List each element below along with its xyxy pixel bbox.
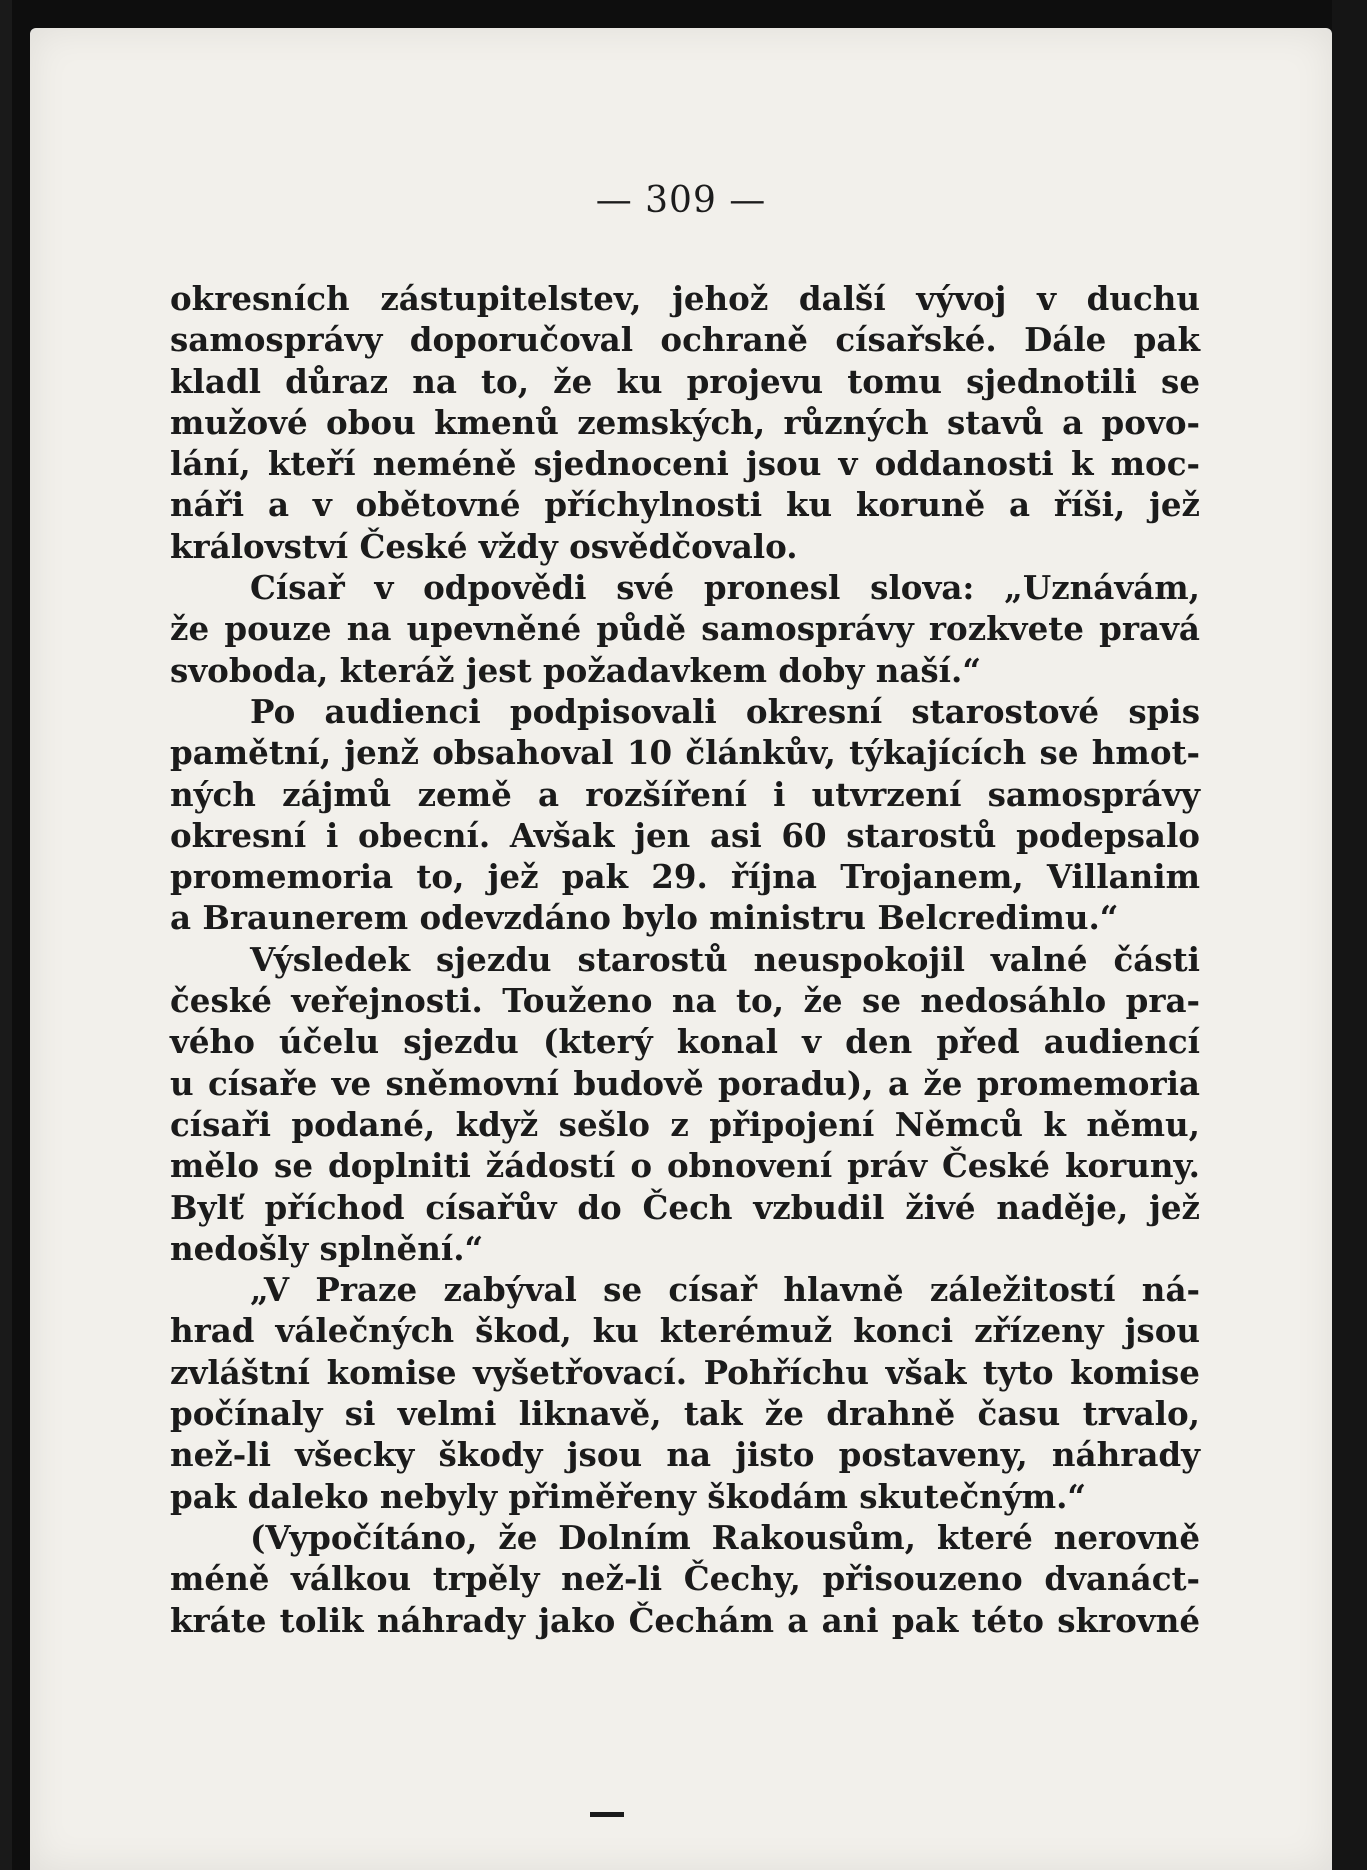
text-line: hrad válečných škod, ku kterémuž konci zřízeny jsou (170, 1311, 1200, 1351)
page-number: — 309 — (595, 180, 767, 221)
text-line: kráte tolik náhrady jako Čechám a ani pak této skrovné (170, 1600, 1200, 1640)
text-line: Výsledek sjezdu starostů neuspokojil valné části (250, 939, 1200, 979)
text-line: svoboda, kteráž jest požadavkem doby naší.“ (170, 650, 982, 690)
text-line: ných zájmů země a rozšíření i utvrzení samosprávy (170, 774, 1200, 814)
text-line: a Braunerem odevzdáno bylo ministru Belcredimu.“ (170, 898, 1119, 938)
text-line: nedošly splnění.“ (170, 1228, 484, 1268)
text-line: méně válkou trpěly než-li Čechy, přisouzeno dvanáct- (170, 1559, 1200, 1599)
scan-left-edge (0, 0, 12, 1870)
text-line: mužové obou kmenů zemských, různých stavů a povo- (170, 402, 1200, 442)
text-line: promemoria to, jež pak 29. října Trojanem, Villanim (170, 857, 1200, 897)
bottom-dash-mark (590, 1812, 624, 1817)
text-line: že pouze na upevněné půdě samosprávy rozkvete pravá (170, 609, 1200, 649)
text-line: království České vždy osvědčovalo. (170, 526, 798, 566)
text-line: náři a v obětovné příchylnosti ku koruně a říši, jež (170, 485, 1200, 525)
book-page (30, 28, 1332, 1870)
text-line: okresní i obecní. Avšak jen asi 60 starostů podepsalo (170, 815, 1200, 855)
text-line: pak daleko nebyly přiměřeny škodám skutečným.“ (170, 1476, 1087, 1516)
text-line: „V Praze zabýval se císař hlavně záležitostí ná- (250, 1270, 1200, 1310)
text-line: počínaly si velmi liknavě, tak že drahně času trvalo, (170, 1394, 1200, 1434)
text-line: Po audienci podpisovali okresní starostové spis (250, 691, 1200, 731)
text-line: zvláštní komise vyšetřovací. Pohříchu však tyto komise (170, 1352, 1200, 1392)
text-line: Císař v odpovědi své pronesl slova: „Uznávám, (250, 568, 1200, 608)
text-line: české veřejnosti. Touženo na to, že se nedosáhlo pra- (170, 981, 1200, 1021)
text-line: okresních zástupitelstev, jehož další vývoj v duchu (170, 279, 1200, 318)
text-line: vého účelu sjezdu (který konal v den před audiencí (170, 1022, 1200, 1062)
text-line: císaři podané, když sešlo z připojení Němců k němu, (170, 1104, 1200, 1144)
text-line: Bylť příchod císařův do Čech vzbudil živé naděje, jež (170, 1187, 1200, 1227)
text-line: mělo se doplniti žádostí o obnovení práv České koruny. (170, 1146, 1200, 1186)
page-body-text (170, 278, 1200, 1641)
text-line: u císaře ve sněmovní budově poradu), a že promemoria (170, 1063, 1200, 1103)
text-line: (Vypočítáno, že Dolním Rakousům, které nerovně (250, 1517, 1200, 1557)
scan-right-edge (1332, 0, 1367, 1870)
text-line: pamětní, jenž obsahoval 10 článkův, týkajících se hmot- (170, 733, 1200, 773)
text-line: samosprávy doporučoval ochraně císařské. Dále pak (170, 320, 1200, 360)
text-line: kladl důraz na to, že ku projevu tomu sjednotili se (170, 361, 1200, 401)
text-line: než-li všecky škody jsou na jisto postaveny, náhrady (170, 1435, 1200, 1475)
text-line: lání, kteří neméně sjednoceni jsou v oddanosti k moc- (170, 444, 1200, 484)
